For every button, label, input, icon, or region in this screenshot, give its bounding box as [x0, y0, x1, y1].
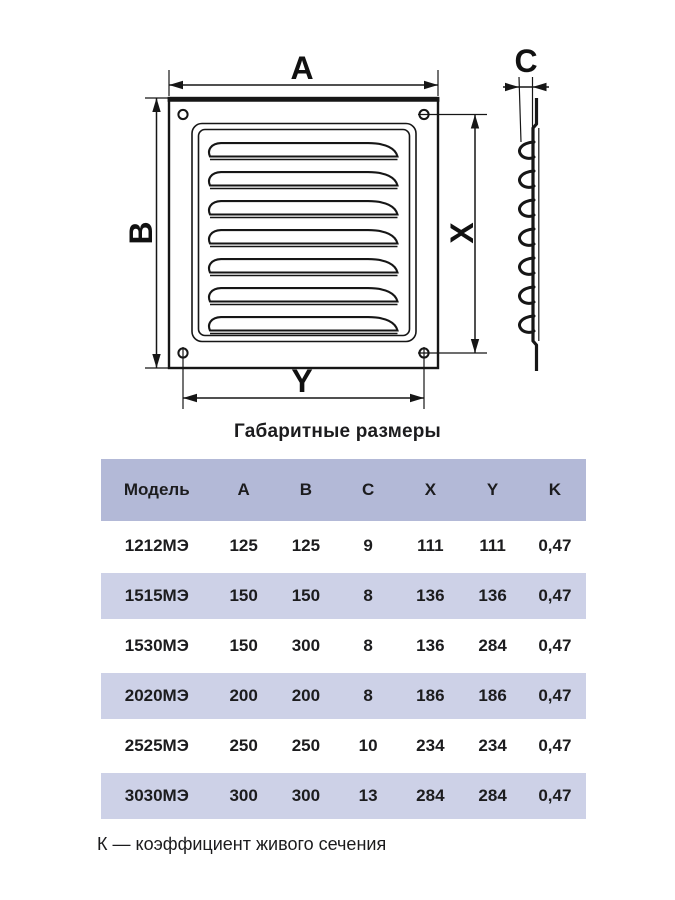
louvers — [209, 143, 397, 333]
table-header — [101, 459, 586, 521]
column-header-b: B — [275, 459, 337, 521]
value-cell: 0,47 — [524, 621, 586, 671]
value-cell: 284 — [399, 771, 461, 821]
model-cell: 1530МЭ — [101, 621, 213, 671]
model-cell: 1515МЭ — [101, 571, 213, 621]
value-cell: 284 — [461, 771, 523, 821]
front-view — [168, 98, 440, 368]
value-cell: 200 — [213, 671, 275, 721]
dimension-diagram — [0, 0, 675, 418]
dim-label-b: B — [123, 221, 159, 245]
value-cell: 234 — [461, 721, 523, 771]
model-cell: 2525МЭ — [101, 721, 213, 771]
column-header-y: Y — [461, 459, 523, 521]
value-cell: 136 — [461, 571, 523, 621]
table-body — [101, 521, 586, 821]
table-row — [101, 621, 586, 671]
table-title: Габаритные размеры — [234, 421, 441, 442]
value-cell: 300 — [213, 771, 275, 821]
dim-label-a: A — [290, 50, 314, 86]
table-row — [101, 771, 586, 821]
value-cell: 10 — [337, 721, 399, 771]
value-cell: 125 — [275, 521, 337, 571]
value-cell: 150 — [213, 571, 275, 621]
value-cell: 200 — [275, 671, 337, 721]
value-cell: 150 — [213, 621, 275, 671]
k-coefficient-footnote: К — коэффициент живого сечения — [97, 834, 387, 854]
value-cell: 300 — [275, 621, 337, 671]
dimensions-table — [101, 459, 586, 821]
value-cell: 250 — [213, 721, 275, 771]
model-cell: 3030МЭ — [101, 771, 213, 821]
value-cell: 150 — [275, 571, 337, 621]
value-cell: 300 — [275, 771, 337, 821]
value-cell: 136 — [399, 571, 461, 621]
value-cell: 284 — [461, 621, 523, 671]
value-cell: 111 — [399, 521, 461, 571]
column-header-a: A — [213, 459, 275, 521]
dim-label-y: Y — [291, 363, 313, 399]
value-cell: 0,47 — [524, 771, 586, 821]
dimension-b — [123, 98, 168, 368]
value-cell: 186 — [461, 671, 523, 721]
dimension-a — [169, 50, 438, 96]
table-row — [101, 671, 586, 721]
dim-label-x: X — [444, 222, 480, 244]
value-cell: 234 — [399, 721, 461, 771]
model-cell: 1212МЭ — [101, 521, 213, 571]
column-header-model: Модель — [101, 459, 213, 521]
column-header-x: X — [399, 459, 461, 521]
column-header-k: K — [524, 459, 586, 521]
header-row — [101, 459, 586, 521]
table-row — [101, 721, 586, 771]
value-cell: 136 — [399, 621, 461, 671]
value-cell: 8 — [337, 671, 399, 721]
column-header-c: C — [337, 459, 399, 521]
value-cell: 0,47 — [524, 671, 586, 721]
model-cell: 2020МЭ — [101, 671, 213, 721]
value-cell: 8 — [337, 621, 399, 671]
value-cell: 0,47 — [524, 521, 586, 571]
value-cell: 186 — [399, 671, 461, 721]
value-cell: 13 — [337, 771, 399, 821]
value-cell: 9 — [337, 521, 399, 571]
value-cell: 125 — [213, 521, 275, 571]
value-cell: 0,47 — [524, 571, 586, 621]
side-view — [503, 43, 549, 371]
value-cell: 8 — [337, 571, 399, 621]
value-cell: 0,47 — [524, 721, 586, 771]
table-row — [101, 571, 586, 621]
dim-label-c: C — [514, 43, 538, 79]
value-cell: 250 — [275, 721, 337, 771]
table-row — [101, 521, 586, 571]
value-cell: 111 — [461, 521, 523, 571]
